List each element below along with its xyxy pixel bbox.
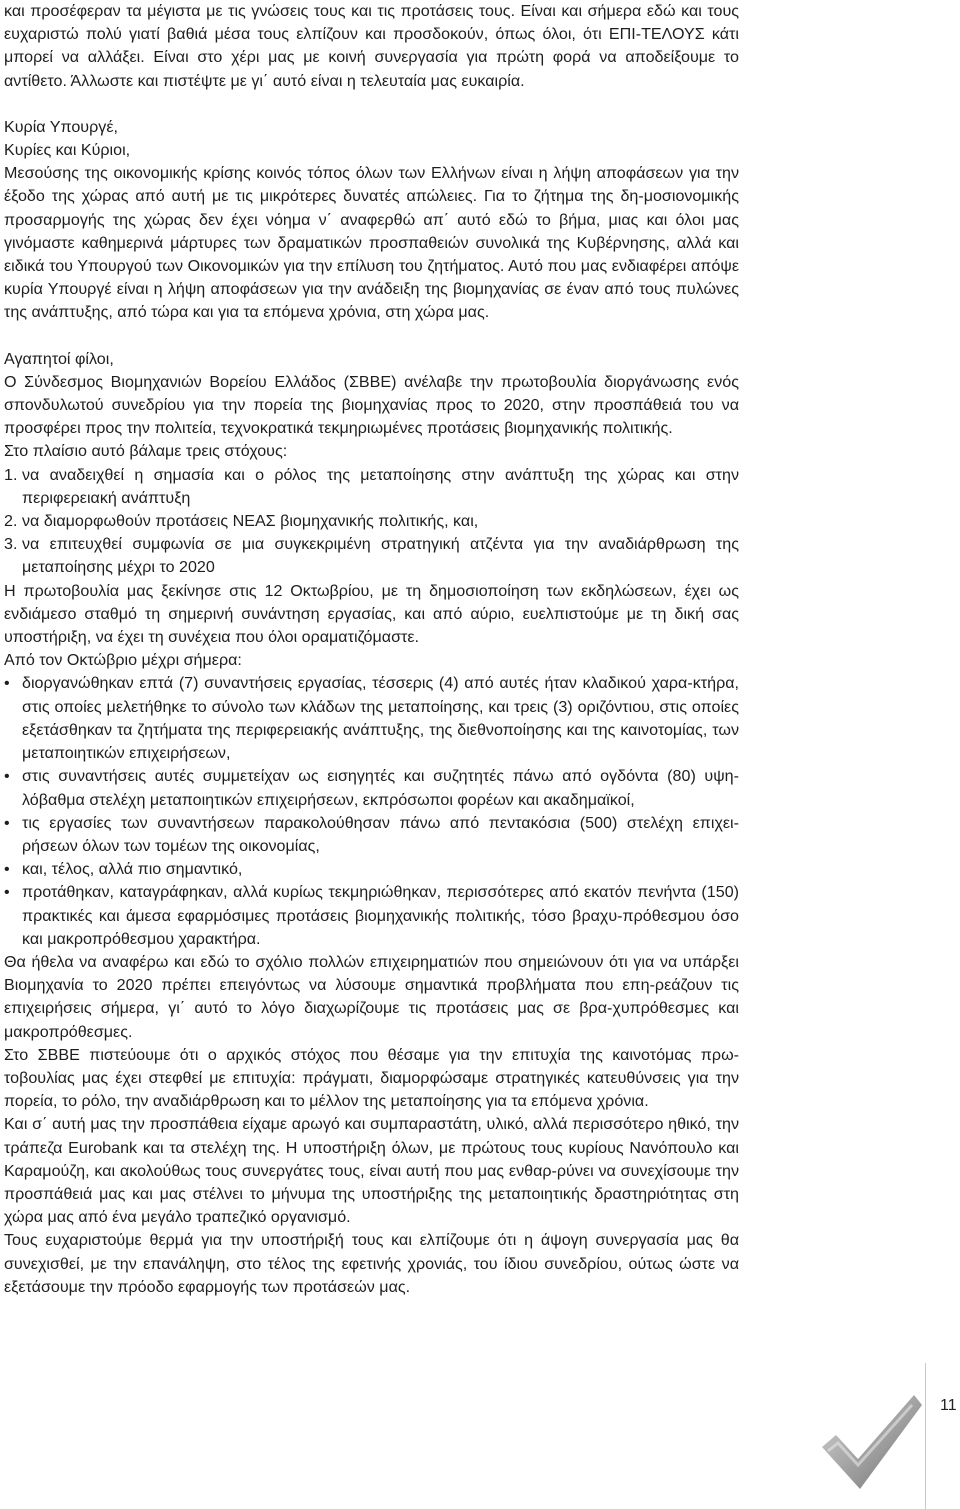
page-number-divider bbox=[925, 1363, 926, 1509]
bullet-icon: • bbox=[4, 813, 10, 832]
list-item-text: προτάθηκαν, καταγράφηκαν, αλλά κυρίως τεκμηριώθηκαν, περισσότερες από εκατόν πενήντα (150) πρακτικές και άμεσα εφαρμόσιμες προτάσεις βιομηχανικής πολιτικής, τόσο βραχυ-πρόθεσμου όσο και μακροπρόθεσμου χαρακτήρα. bbox=[22, 883, 739, 948]
paragraph-eurobank-support: Και σ΄ αυτή μας την προσπάθεια είχαμε αρωγό και συμπαραστάτη, υλικό, αλλά περισσότερο ηθικό, την τράπεζα Eurobank και τα στελέχη της. Η υποστήριξη όλων, με πρώτους τους κυρίους Νανόπουλο και Καραμούζη, και ακολούθως τους συνεργάτες τους, είναι αυτή που μας ενθαρ-ρύνει να συνεχίσουμε την προσπάθειά μας και μας στέλνει το μήνυμα της υποστήριξης της μεταποιητικής δραστηριότητας στη χώρα μας από ένα μεγάλο τραπεζικό οργανισμό. bbox=[4, 1115, 739, 1227]
list-item-text: να επιτευχθεί συμφωνία σε μια συγκεκριμένη στρατηγική ατζέντα για την αναδιάρθρωση της μεταποίησης μέχρι το 2020 bbox=[22, 535, 739, 577]
list-item-text: και, τέλος, αλλά πιο σημαντικό, bbox=[22, 860, 243, 879]
paragraph-goals-intro: Στο πλαίσιο αυτό βάλαμε τρεις στόχους: bbox=[4, 442, 288, 461]
list-item bbox=[4, 672, 739, 765]
list-item bbox=[4, 510, 739, 533]
list-item-text: τις εργασίες των συναντήσεων παρακολούθησαν πάνω από πεντακόσια (500) στελέχη επιχει-ρήσεων όλων των τομέων της οικονομίας, bbox=[22, 813, 739, 855]
bullet-icon: • bbox=[4, 767, 10, 786]
list-item bbox=[4, 858, 739, 881]
paragraph-initiative-start: Η πρωτοβουλία μας ξεκίνησε στις 12 Οκτωβρίου, με τη δημοσιοποίηση των εκδηλώσεων, έχει ως ενδιάμεσο σταθμό τη σημερινή συνάντηση εργασίας, και από αύριο, ευελπιστούμε με τη δική σας υποστήριξη, να έχει τη συνέχεια που όλοι οραματιζόμαστε. bbox=[4, 581, 739, 647]
bullet-icon: • bbox=[4, 674, 10, 693]
list-item-text: στις συναντήσεις αυτές συμμετείχαν ως εισηγητές και συζητητές πάνω από ογδόντα (80) υψη-λόβαθμα στελέχη μεταποιητικών επιχειρήσεων, εκπρόσωποι φορέων και ακαδημαϊκοί, bbox=[22, 767, 739, 809]
paragraph-sbbe-initiative: Ο Σύνδεσμος Βιομηχανιών Βορείου Ελλάδος (ΣΒΒΕ) ανέλαβε την πρωτοβουλία διοργάνωσης ενός σπονδυλωτού συνεδρίου για την πορεία της βιομηχανίας προς το 2020, στην προσπάθειά του να προσφέρει προς την πολιτεία, τεχνοκρατικά τεκμηριωμένες προτάσεις βιομηχανικής πολιτικής. bbox=[4, 372, 739, 438]
goals-list bbox=[4, 464, 739, 580]
paragraph-intro: και προσέφεραν τα μέγιστα με τις γνώσεις τους και τις προτάσεις τους. Είναι και σήμερα εδώ και τους ευχαριστώ πολύ γιατί βαθιά μέσα τους ελπίζουν και προσδοκούν, όπως όλοι, ότι ΕΠΙ-ΤΕΛΟΥΣ κάτι μπορεί να αλλάξει. Είναι στο χέρι μας με κοινή συνεργασία για πρώτη φορά να αποδείξουμε το αντίθετο. Άλλωστε και πιστέψτε με γι΄ αυτό είναι η τελευταία μας ευκαιρία. bbox=[4, 2, 739, 90]
checkmark-icon bbox=[818, 1385, 923, 1495]
list-item bbox=[4, 765, 739, 811]
list-item bbox=[4, 812, 739, 858]
paragraph-sbbe-goal: Στο ΣΒΒΕ πιστεύουμε ότι ο αρχικός στόχος που θέσαμε για την επιτυχία της καινοτόμας πρω-τοβουλίας μας έχει στεφθεί με επιτυχία: πράγματι, διαμορφώσαμε στρατηγικές κατευθύνσεις για την πορεία, το ρόλο, την αναδιάρθρωση και το μέλλον της μεταποίησης για τα επόμενα χρόνια. bbox=[4, 1045, 739, 1111]
paragraph-since-october: Από τον Οκτώβριο μέχρι σήμερα: bbox=[4, 651, 242, 670]
paragraph-thanks: Τους ευχαριστούμε θερμά για την υποστήριξή τους και ελπίζουμε ότι η άψογη συνεργασία μας θα συνεχισθεί, με την επανάληψη, στο τέλος της εφετινής χρονιάς, του ίδιου συνεδρίου, ούτως ώστε να εξετάσουμε την πρόοδο εφαρμογής των προτάσεών μας. bbox=[4, 1231, 739, 1296]
salutation-friends: Αγαπητοί φίλοι, bbox=[4, 349, 114, 368]
list-item bbox=[4, 881, 739, 951]
list-item bbox=[4, 533, 739, 579]
salutation-minister: Κυρία Υπουργέ, bbox=[4, 117, 118, 136]
list-item-text: να διαμορφωθούν προτάσεις ΝΕΑΣ βιομηχανικής πολιτικής, και, bbox=[22, 512, 479, 531]
bullet-icon: • bbox=[4, 860, 10, 879]
list-marker: 3. bbox=[4, 535, 18, 554]
paragraph-business-comments: Θα ήθελα να αναφέρω και εδώ το σχόλιο πολλών επιχειρηματιών που σημειώνουν ότι για να υπάρξει Βιομηχανία το 2020 πρέπει επειγόντως να λύσουμε σημαντικά προβλήματα που επη-ρεάζουν τις επιχειρήσεις σήμερα, γι΄ αυτό το λόγο διαχωρίζουμε τις προτάσεις μας σε βρα-χυπρόθεσμες και μακροπρόθεσμες. bbox=[4, 952, 739, 1041]
paragraph-economic-crisis: Μεσούσης της οικονομικής κρίσης κοινός τόπος όλων των Ελλήνων είναι η λήψη αποφάσεων για την έξοδο της χώρας από αυτή με τις μικρότερες δυνατές απώλειες. Για το ζήτημα της δη-μοσιονομικής προσαρμογής της χώρας δεν έχει νόημα ν΄ αναφερθώ απ΄ αυτό εδώ το βήμα, μιας και όλοι μας γινόμαστε καθημερινά μάρτυρες των δραματικών προσπαθειών συνολικά της Κυβέρνησης, αλλά και ειδικά του Υπουργού των Οικονομικών για την επίλυση του ζητήματος. Αυτό που μας ενδιαφέρει απόψε κυρία Υπουργέ είναι η λήψη αποφάσεων για την ανάδειξη της βιομηχανίας σε έναν από τους πυλώνες της ανάπτυξης, από τώρα και για τα επόμενα χρόνια, στη χώρα μας. bbox=[4, 164, 739, 322]
bullet-icon: • bbox=[4, 883, 10, 902]
list-item bbox=[4, 464, 739, 510]
document-body bbox=[4, 0, 739, 1299]
salutation-ladies-gentlemen: Κυρίες και Κύριοι, bbox=[4, 141, 131, 160]
list-marker: 2. bbox=[4, 512, 18, 531]
list-item-text: να αναδειχθεί η σημασία και ο ρόλος της μεταποίησης στην ανάπτυξη της χώρας και στην περιφερειακή ανάπτυξη bbox=[22, 465, 739, 507]
page-number: 11 bbox=[940, 1397, 957, 1414]
list-marker: 1. bbox=[4, 465, 18, 484]
achievements-list bbox=[4, 672, 739, 950]
list-item-text: διοργανώθηκαν επτά (7) συναντήσεις εργασίας, τέσσερις (4) από αυτές ήταν κλαδικού χαρα-κτήρα, στις οποίες μελετήθηκε το σύνολο των κλάδων της μεταποίησης, και τρεις (3) οριζόντιου, στις οποίες εξετάσθηκαν τα ζητήματα της περιφερειακής ανάπτυξης, της διεθνοποίησης και της καινοτομίας, των μεταποιητικών επιχειρήσεων, bbox=[22, 674, 739, 763]
